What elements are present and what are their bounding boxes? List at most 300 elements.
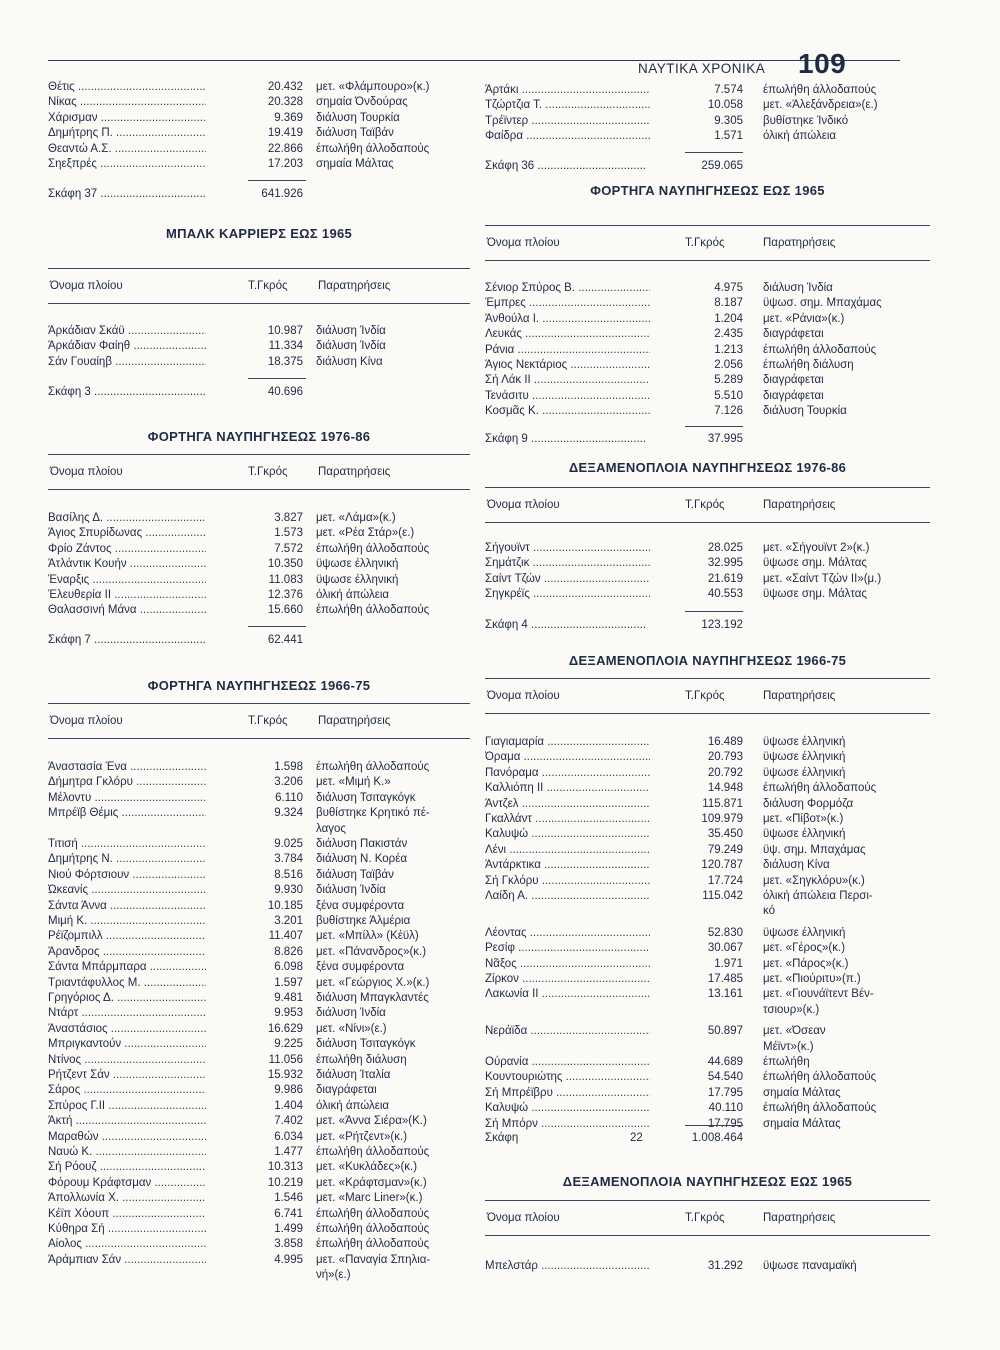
ship-note: ξένα συμφέροντα: [316, 899, 405, 912]
ship-note: διάλυση Ίταλία: [316, 1069, 391, 1081]
ship-name: Ρέϊζομπιλλ .....: [48, 928, 206, 944]
ship-tonnage: 9.953: [274, 1007, 303, 1020]
header-rule-top: [485, 487, 930, 488]
ship-name: Θεαντώ Α.Σ. .....: [48, 141, 206, 157]
ship-name: Νίκας .....: [48, 94, 206, 110]
ship-note: έπωλήθη άλλοδαπούς: [763, 84, 877, 96]
ship-note: ϋψωσε έλληνική: [316, 558, 399, 571]
ship-tonnage: 2.056: [714, 359, 743, 371]
ship-name: Άπολλωνία Χ. .....: [48, 1190, 206, 1206]
ship-note-cont: νή»(ε.): [316, 1269, 351, 1282]
ship-note: όλική άπώλεια: [316, 1099, 390, 1112]
ship-name: Έναρξις .....: [48, 572, 206, 588]
ship-name: Καλυψώ .....: [485, 1100, 650, 1116]
header-name: Όνομα πλοίου: [50, 466, 123, 478]
ship-name: Σή Ρόουζ .....: [48, 1159, 206, 1175]
ship-tonnage: 17.724: [707, 874, 743, 887]
ship-tonnage: 5.510: [714, 389, 743, 402]
ship-note: διάλυση Μπαγκλαντές: [316, 992, 429, 1004]
ship-name: Άναστασία Ένα .....: [48, 759, 206, 775]
ship-note: έπωλήθη άλλοδαπούς: [316, 1146, 430, 1158]
total-value: 37.995: [707, 433, 743, 445]
ship-tonnage: 1.499: [274, 1223, 303, 1235]
ship-note: μετ. «Κράφτσμαν»(κ.): [316, 1176, 427, 1189]
ship-note: μετ. «Marc Liner»(κ.): [316, 1192, 423, 1205]
ship-tonnage: 18.375: [267, 355, 303, 368]
ship-tonnage: 17.795: [707, 1117, 743, 1130]
header-notes: Παρατηρήσεις: [763, 1212, 836, 1224]
section-title: ΦΟΡΤΗΓΑ ΝΑΥΠΗΓΗΣΕΩΣ ΕΩΣ 1965: [590, 183, 825, 198]
ship-name: Άρανδρος .....: [48, 944, 206, 960]
ship-tonnage: 10.058: [707, 99, 743, 112]
ship-note: μετ. «Μπίλλ» (Κέϋλ): [316, 930, 419, 943]
ship-note: μετ. «Όσεαν: [763, 1025, 826, 1038]
ship-name: Φόρουμ Κράφτσμαν .....: [48, 1175, 206, 1191]
ship-note: ϋψωσε σημ. Μάλτας: [763, 588, 867, 601]
ship-name: Ρεσίφ .....: [485, 940, 650, 956]
ship-tonnage: 7.574: [714, 84, 743, 96]
ship-note: σημαία Μάλτας: [763, 1086, 841, 1099]
header-tons: Τ.Γκρός: [248, 715, 288, 727]
ship-note-cont: λαγος: [316, 822, 346, 835]
ship-name: Έλευθερία ΙΙ .....: [48, 587, 206, 603]
ship-name: Άράμπιαν Σάν .....: [48, 1252, 206, 1268]
ship-note: έπωλήθη άλλοδαπούς: [763, 343, 877, 356]
ship-note-cont: Μέϊντ»(κ.): [763, 1040, 814, 1053]
ship-tonnage: 6.034: [274, 1130, 303, 1143]
ship-tonnage: 3.858: [274, 1238, 303, 1251]
section-title: ΦΟΡΤΗΓΑ ΝΑΥΠΗΓΗΣΕΩΣ 1976-86: [147, 429, 371, 444]
ship-name: Ζίρκον .....: [485, 971, 650, 987]
sum-line: [248, 626, 306, 627]
header-notes: Παρατηρήσεις: [318, 466, 391, 478]
ship-tonnage: 1.546: [274, 1192, 303, 1205]
column-header: [485, 686, 930, 706]
ship-note: διάλυση Ίνδία: [316, 1007, 386, 1020]
ship-note-cont: κό: [763, 905, 776, 918]
ship-note: μετ. «Γέρος»(κ.): [763, 942, 846, 955]
ship-name: Τριαντάφυλλος Μ. .....: [48, 975, 206, 991]
ship-note: διάλυση Τσιταγκόγκ: [316, 1038, 416, 1051]
ship-note: έπωλήθη άλλοδαπούς: [316, 604, 430, 617]
ship-tonnage: 1.404: [274, 1099, 303, 1112]
ship-tonnage: 1.597: [274, 976, 303, 989]
header-rule-top: [48, 454, 470, 455]
ship-note: διάλυση Κίνα: [316, 355, 383, 368]
ship-note: μετ. «Λάμα»(κ.): [316, 512, 396, 524]
header-name: Όνομα πλοίου: [487, 1212, 560, 1224]
ship-name: Σάν Γουαίηβ .....: [48, 354, 206, 370]
ship-note: έπωλήθη άλλοδαπούς: [763, 782, 877, 795]
ship-note: όλική άπώλεια: [316, 589, 390, 601]
magazine-title: ΝΑΥΤΙΚΑ ΧΡΟΝΙΚΑ: [638, 61, 766, 76]
ship-note-cont: τσιουρ»(κ.): [763, 1003, 820, 1016]
column-header: [48, 711, 470, 731]
column-header: [485, 1208, 930, 1228]
ship-tonnage: 79.249: [707, 843, 743, 856]
ship-tonnage: 4.995: [274, 1253, 303, 1266]
ship-tonnage: 31.292: [707, 1260, 743, 1272]
column-header: [48, 276, 470, 296]
header-tons: Τ.Γκρός: [685, 499, 725, 511]
ship-name: Λέοντας .....: [485, 925, 650, 941]
ship-note: ξένα συμφέροντα: [316, 961, 405, 974]
ship-note: ϋψωσε παναμαϊκή: [763, 1260, 857, 1272]
column-header: [485, 233, 930, 253]
ship-note: έπωλήθη άλλοδαπούς: [316, 1207, 430, 1220]
ship-tonnage: 9.986: [274, 1084, 303, 1097]
ship-note: έπωλήθη: [763, 1056, 810, 1068]
page-header: [484, 48, 900, 80]
ship-name: Τενάσιτυ .....: [485, 388, 650, 404]
ship-name: Σένιορ Σπύρος Β. .....: [485, 280, 650, 296]
header-tons: Τ.Γκρός: [685, 237, 725, 249]
ship-name: Φρίο Ζάντος .....: [48, 541, 206, 557]
ship-name: Δημήτρης Ν. .....: [48, 851, 206, 867]
ship-tonnage: 8.187: [714, 297, 743, 310]
ship-tonnage: 17.203: [267, 158, 303, 170]
header-rule-bottom: [48, 738, 470, 739]
ship-name: Νεράϊδα .....: [485, 1023, 650, 1039]
ship-name: Τιτισή .....: [48, 836, 206, 852]
ship-note: έπωλήθη άλλοδαπούς: [763, 1071, 877, 1084]
ship-note: διάλυση Ίνδία: [316, 884, 386, 897]
sum-line: [685, 611, 743, 612]
ship-note: έπωλήθη άλλοδαπούς: [763, 1102, 877, 1115]
ship-name: Κοσμᾶς Κ. .....: [485, 403, 650, 419]
ship-tonnage: 115.042: [702, 890, 743, 902]
ship-tonnage: 9.930: [274, 884, 303, 897]
ship-name: Μπελστάρ .....: [485, 1258, 650, 1274]
ship-tonnage: 12.376: [267, 589, 303, 601]
total-value: 123.192: [701, 619, 743, 631]
ship-note: μετ. «Σήγουϊντ 2»(κ.): [763, 542, 870, 554]
ship-name: Έμπρες .....: [485, 295, 650, 311]
ship-note: μετ. «Σαίντ Τζών ΙΙ»(μ.): [763, 572, 882, 585]
ship-tonnage: 4.975: [714, 282, 743, 294]
ship-name: Κύθηρα Σή .....: [48, 1221, 206, 1237]
ship-note: έπωλήθη άλλοδαπούς: [316, 542, 430, 555]
ship-tonnage: 50.897: [707, 1025, 743, 1038]
ship-tonnage: 21.619: [707, 572, 743, 585]
total-label: Σκάφη 3 .....: [48, 384, 206, 400]
ship-note: μετ. «Άννα Σιέρα»(Κ.): [316, 1115, 427, 1128]
ship-tonnage: 11.407: [268, 930, 303, 943]
ship-name: Σή Μπόρν .....: [485, 1116, 650, 1132]
ship-tonnage: 35.450: [707, 828, 743, 841]
header-rule-top: [485, 1200, 930, 1201]
ship-name: Ώκεανίς .....: [48, 882, 206, 898]
ship-name: Άρτάκι .....: [485, 82, 650, 98]
ship-note: ϋψωσ. σημ. Μπαχάμας: [763, 297, 882, 310]
ship-name: Όραμα .....: [485, 749, 650, 765]
ship-tonnage: 17.795: [707, 1086, 743, 1099]
ship-note: σημαία Μάλτας: [763, 1117, 841, 1130]
ship-note: διάλυση Ίνδία: [763, 282, 833, 294]
ship-name: Αίολος .....: [48, 1236, 206, 1252]
ship-tonnage: 6.741: [274, 1207, 303, 1220]
ship-name: Μιμή Κ. .....: [48, 913, 206, 929]
ship-note: διαγράφεται: [763, 328, 824, 341]
column-header: [485, 495, 930, 515]
header-rule-top: [485, 225, 930, 226]
ship-name: Ράνια .....: [485, 342, 650, 358]
ship-tonnage: 109.979: [701, 813, 743, 825]
ship-tonnage: 11.334: [268, 340, 303, 353]
ship-name: Άτλάντικ Κουήν .....: [48, 556, 206, 572]
ship-tonnage: 40.110: [708, 1102, 743, 1115]
ship-note: μετ. «Άλεξάνδρεια»(ε.): [763, 99, 878, 112]
ship-name: Σάρος .....: [48, 1082, 206, 1098]
ship-note: μετ. «Κυκλάδες»(κ.): [316, 1161, 418, 1174]
ship-note: ϋψωσε σημ. Μάλτας: [763, 557, 867, 570]
ship-note: μετ. «Γιουνάϊτεντ Βέν-: [763, 988, 874, 1001]
ship-note: διαγράφεται: [763, 389, 824, 402]
ship-note: μετ. «Σηγκλόρυ»(κ.): [763, 874, 865, 887]
ship-note: έπωλήθη άλλοδαπούς: [316, 761, 430, 773]
ship-name: Δημήτρης Π. .....: [48, 125, 206, 141]
ship-name: Τρέϊντερ .....: [485, 113, 650, 129]
ship-tonnage: 6.110: [275, 791, 303, 804]
ship-name: Άκτή .....: [48, 1113, 206, 1129]
ship-name: Καλυψώ .....: [485, 826, 650, 842]
ship-name: Άγιος Νεκτάριος .....: [485, 357, 650, 373]
header-rule-top: [48, 703, 470, 704]
header-name: Όνομα πλοίου: [487, 237, 560, 249]
ship-name: Ούρανία .....: [485, 1054, 650, 1070]
sum-line: [248, 378, 306, 379]
ship-name: Ντάρτ .....: [48, 1005, 206, 1021]
ship-name: Γκαλλάντ .....: [485, 811, 650, 827]
section-title: ΦΟΡΤΗΓΑ ΝΑΥΠΗΓΗΣΕΩΣ 1966-75: [147, 678, 371, 693]
ship-name: Σή Λάκ ΙΙ .....: [485, 372, 650, 388]
ship-tonnage: 3.201: [274, 915, 303, 927]
ship-note: διάλυση Ταϊβάν: [316, 868, 394, 881]
ship-note: διάλυση Φορμόζα: [763, 797, 854, 810]
ship-tonnage: 7.126: [714, 405, 743, 418]
ship-name: Κέϊπ Χόουπ .....: [48, 1206, 206, 1222]
ship-name: Πανόραμα .....: [485, 765, 650, 781]
sum-line: [248, 180, 306, 181]
total-label: Σκάφη 37 .....: [48, 186, 206, 202]
ship-note: μετ. «Μιμή Κ.»: [316, 776, 391, 789]
ship-note: διάλυση Τσιταγκόγκ: [316, 791, 416, 804]
ship-tonnage: 11.056: [268, 1053, 303, 1066]
ship-note: σημαία Μάλτας: [316, 158, 394, 170]
ship-tonnage: 9.369: [274, 111, 303, 124]
ship-tonnage: 19.419: [267, 127, 303, 140]
ship-name: Γρηγόριος Δ. .....: [48, 990, 206, 1006]
ship-note: μετ. «Πάρος»(κ.): [763, 957, 849, 970]
ship-tonnage: 1.204: [714, 312, 743, 325]
ship-tonnage: 30.067: [707, 942, 743, 955]
ship-tonnage: 3.827: [274, 512, 303, 524]
ship-note: έπωλήθη άλλοδαπούς: [316, 1223, 430, 1235]
ship-name: Λένι .....: [485, 842, 650, 858]
ship-note: όλική άπώλεια: [763, 130, 837, 143]
ship-name: Γιαγιαμαρία .....: [485, 734, 650, 750]
ship-tonnage: 1.571: [714, 130, 743, 143]
ship-name: Ντίνος .....: [48, 1052, 206, 1068]
ship-note: έπωλήθη άλλοδαπούς: [316, 1238, 430, 1251]
ship-note: ϋψωσε έλληνική: [763, 736, 846, 748]
ship-note: διαγράφεται: [316, 1084, 377, 1097]
header-rule-bottom: [48, 489, 470, 490]
ship-note: διάλυση Τουρκία: [316, 111, 400, 124]
header-notes: Παρατηρήσεις: [763, 499, 836, 511]
total-label: Σκάφη 9 .....: [485, 431, 645, 447]
ship-name: Άρκάδιαν Φαίηθ .....: [48, 338, 206, 354]
header-notes: Παρατηρήσεις: [763, 690, 836, 702]
total-label: Σκάφη: [485, 1132, 519, 1144]
ship-tonnage: 115.871: [702, 797, 743, 810]
ship-name: Σηεξπρές .....: [48, 156, 206, 172]
ship-note: διάλυση Ν. Κορέα: [316, 853, 407, 866]
total-value: 1.008.464: [691, 1132, 743, 1144]
header-rule-top: [485, 678, 930, 679]
ship-tonnage: 10.313: [267, 1161, 303, 1174]
ship-name: Άρκάδιαν Σκάϋ .....: [48, 323, 206, 339]
ship-tonnage: 32.995: [707, 557, 743, 570]
ship-note: ϋψωσε έλληνική: [763, 828, 846, 841]
ship-name: Βασίλης Δ. .....: [48, 510, 206, 526]
ship-tonnage: 5.289: [714, 374, 743, 387]
header-tons: Τ.Γκρός: [685, 690, 725, 702]
ship-note: διάλυση Ίνδία: [316, 325, 386, 337]
ship-tonnage: 16.489: [707, 736, 743, 748]
ship-tonnage: 1.213: [714, 343, 743, 356]
header-notes: Παρατηρήσεις: [318, 715, 391, 727]
ship-name: Μαραθών .....: [48, 1129, 206, 1145]
sum-line: [685, 426, 743, 427]
page-number: 109: [798, 48, 847, 79]
ship-tonnage: 1.598: [274, 761, 303, 773]
ship-name: Κουντουριώτης .....: [485, 1069, 650, 1085]
ship-tonnage: 1.971: [714, 957, 743, 970]
ship-tonnage: 10.350: [267, 558, 303, 571]
ship-name: Άντζελ .....: [485, 796, 650, 812]
total-count: 22: [630, 1132, 643, 1144]
ship-tonnage: 22.866: [267, 142, 303, 155]
header-name: Όνομα πλοίου: [487, 690, 560, 702]
ship-name: Ρήτζεντ Σάν .....: [48, 1067, 206, 1083]
ship-name: Χάρισμαν .....: [48, 110, 206, 126]
ship-note: ϋψωσε έλληνική: [763, 926, 846, 939]
ship-name: Σαίντ Τζών .....: [485, 571, 650, 587]
ship-name: Σήγουϊντ .....: [485, 540, 650, 556]
header-name: Όνομα πλοίου: [50, 715, 123, 727]
ship-tonnage: 9.324: [274, 807, 303, 820]
section-title: ΜΠΑΛΚ ΚΑΡΡΙΕΡΣ ΕΩΣ 1965: [165, 226, 353, 241]
ship-note: διάλυση Ταϊβάν: [316, 127, 394, 140]
ship-tonnage: 8.826: [274, 945, 303, 958]
ship-tonnage: 3.206: [274, 776, 303, 789]
header-tons: Τ.Γκρός: [685, 1212, 725, 1224]
ship-tonnage: 20.793: [707, 751, 743, 764]
ship-tonnage: 10.185: [267, 899, 303, 912]
ship-name: Σηγκρέϊς .....: [485, 586, 650, 602]
ship-tonnage: 20.792: [707, 766, 743, 779]
ship-tonnage: 16.629: [267, 1022, 303, 1035]
total-value: 641.926: [261, 188, 303, 200]
ship-name: Άναστάσιος .....: [48, 1021, 206, 1037]
ship-tonnage: 40.553: [707, 588, 743, 601]
ship-tonnage: 20.328: [267, 96, 303, 109]
ship-name: Μπριγκαντούν .....: [48, 1036, 206, 1052]
ship-name: Θαλασσινή Μάνα .....: [48, 602, 206, 618]
ship-tonnage: 15.660: [267, 604, 303, 617]
ship-tonnage: 17.485: [707, 973, 743, 985]
ship-tonnage: 52.830: [707, 926, 743, 939]
ship-tonnage: 8.516: [274, 868, 303, 881]
ship-tonnage: 7.572: [274, 542, 303, 555]
ship-note: βυθίστηκε Κρητικό πέ-: [316, 807, 430, 820]
header-name: Όνομα πλοίου: [50, 280, 123, 292]
ship-note: ϋψωσε έλληνική: [316, 573, 399, 586]
ship-name: Σάντα Μπάρμπαρα .....: [48, 959, 206, 975]
ship-note: μετ. «Φλάμπουρο»(κ.): [316, 81, 430, 93]
ship-note: έπωλήθη διάλυση: [316, 1053, 407, 1066]
ship-name: Σάντα Άννα .....: [48, 898, 206, 914]
section-title: ΔΕΞΑΜΕΝΟΠΛΟΙΑ ΝΑΥΠΗΓΗΣΕΩΣ ΕΩΣ 1965: [562, 1174, 853, 1189]
ship-name: Λακωνία ΙΙ .....: [485, 986, 650, 1002]
ship-name: Καλλιόπη ΙΙ .....: [485, 780, 650, 796]
ship-note: διάλυση Πακιστάν: [316, 838, 408, 850]
ship-tonnage: 1.573: [274, 527, 303, 540]
ship-note: διάλυση Ίνδία: [316, 340, 386, 353]
ship-tonnage: 9.025: [274, 838, 303, 850]
ship-tonnage: 11.083: [268, 573, 303, 586]
ship-tonnage: 6.098: [274, 961, 303, 974]
ship-name: Άντάρκτικα .....: [485, 857, 650, 873]
ship-tonnage: 28.025: [707, 542, 743, 554]
ship-name: Φαίδρα .....: [485, 128, 650, 144]
ship-name: Άγιος Σπυρίδωνας .....: [48, 525, 206, 541]
ship-tonnage: 15.932: [267, 1069, 303, 1081]
ship-tonnage: 2.435: [714, 328, 743, 341]
ship-name: Σή Γκλόρυ .....: [485, 873, 650, 889]
ship-note: μετ. «Πιούριτυ»(π.): [763, 973, 861, 985]
header-rule-top: [48, 268, 470, 269]
ship-name: Σή Μπρέϊβρυ .....: [485, 1085, 650, 1101]
ship-note: όλική άπώλεια Περσι-: [763, 890, 873, 902]
ship-tonnage: 20.432: [267, 81, 303, 93]
ship-name: Λευκάς .....: [485, 326, 650, 342]
ship-name: Σπύρος Γ.ΙΙ .....: [48, 1098, 206, 1114]
header-notes: Παρατηρήσεις: [318, 280, 391, 292]
ship-note: μετ. «Παναγία Σπηλια-: [316, 1253, 431, 1266]
header-rule-bottom: [485, 260, 930, 261]
ship-tonnage: 1.477: [274, 1146, 303, 1158]
ship-name: Νᾶξος .....: [485, 956, 650, 972]
section-title: ΔΕΞΑΜΕΝΟΠΛΟΙΑ ΝΑΥΠΗΓΗΣΕΩΣ 1976-86: [568, 460, 847, 475]
ship-tonnage: 44.689: [707, 1056, 743, 1068]
ship-note: έπωλήθη διάλυση: [763, 359, 854, 371]
ship-note: μετ. «Πάνανδρος»(κ.): [316, 945, 427, 958]
ship-name: Άνθούλα Ι. .....: [485, 311, 650, 327]
header-tons: Τ.Γκρός: [248, 466, 288, 478]
total-label: Σκάφη 36 .....: [485, 158, 645, 174]
ship-tonnage: 13.161: [707, 988, 743, 1001]
header-rule-bottom: [485, 1235, 930, 1236]
column-header: [48, 462, 470, 482]
header-rule-bottom: [485, 522, 930, 523]
ship-note: βυθίστηκε Ίνδικό: [763, 114, 849, 127]
total-value: 40.696: [267, 386, 303, 398]
section-title: ΔΕΞΑΜΕΝΟΠΛΟΙΑ ΝΑΥΠΗΓΗΣΕΩΣ 1966-75: [568, 653, 847, 668]
ship-name: Ναυώ Κ. .....: [48, 1144, 206, 1160]
ship-tonnage: 9.305: [714, 114, 743, 127]
